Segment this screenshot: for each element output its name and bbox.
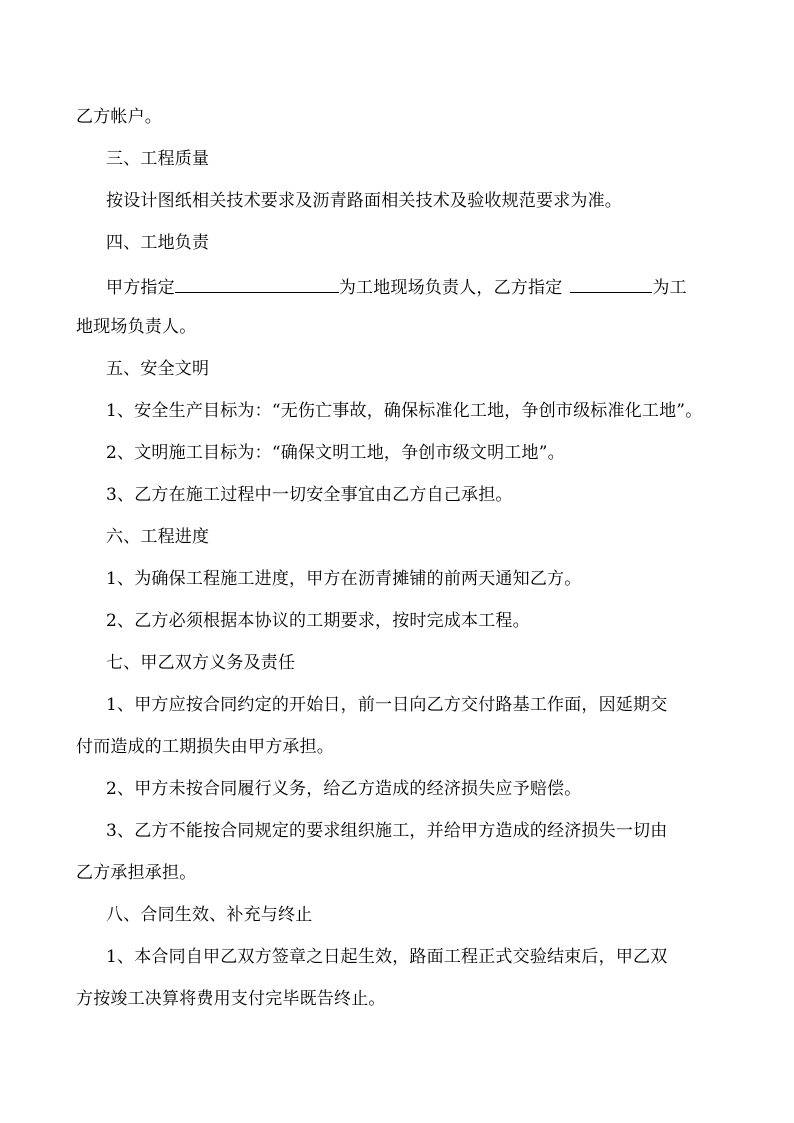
section-heading-safety: 五、安全文明 <box>106 359 210 379</box>
text-line: 2、乙方必须根据本协议的工期要求，按时完成本工程。 <box>106 611 530 631</box>
text-line: 按设计图纸相关技术要求及沥青路面相关技术及验收规范要求为准。 <box>106 191 622 211</box>
site-text-part3: 为工 <box>652 278 687 298</box>
text-line: 付而造成的工期损失由甲方承担。 <box>76 737 334 757</box>
site-text-part2: 为工地现场负责人，乙方指定 <box>338 278 563 298</box>
text-line: 地现场负责人。 <box>76 317 197 337</box>
party-b-blank <box>570 274 652 293</box>
text-line: 1、甲方应按合同约定的开始日，前一日向乙方交付路基工作面，因延期交 <box>106 695 668 715</box>
section-heading-quality: 三、工程质量 <box>106 149 210 169</box>
text-line: 1、安全生产目标为：“无伤亡事故，确保标准化工地，争创市级标准化工地”。 <box>106 401 703 421</box>
site-responsible-line <box>106 274 718 299</box>
text-line: 2、文明施工目标为：“确保文明工地，争创市级文明工地”。 <box>106 443 565 463</box>
text-line: 方按竣工决算将费用支付完毕既告终止。 <box>76 989 386 1009</box>
text-line: 2、甲方未按合同履行义务，给乙方造成的经济损失应予赔偿。 <box>106 779 582 799</box>
site-text-part1: 甲方指定 <box>106 278 175 298</box>
text-line: 3、乙方在施工过程中一切安全事宜由乙方自己承担。 <box>106 485 513 505</box>
section-heading-effect: 八、合同生效、补充与终止 <box>106 905 313 925</box>
party-a-blank <box>175 274 339 293</box>
text-line: 乙方帐户。 <box>76 107 162 127</box>
section-heading-progress: 六、工程进度 <box>106 527 210 547</box>
section-heading-duties: 七、甲乙双方义务及责任 <box>106 653 296 673</box>
text-line: 乙方承担承担。 <box>76 863 197 883</box>
text-line: 1、本合同自甲乙双方签章之日起生效，路面工程正式交验结束后，甲乙双 <box>106 947 668 967</box>
section-heading-site: 四、工地负责 <box>106 233 210 253</box>
text-line: 3、乙方不能按合同规定的要求组织施工，并给甲方造成的经济损失一切由 <box>106 821 668 841</box>
text-line: 1、为确保工程施工进度，甲方在沥青摊铺的前两天通知乙方。 <box>106 569 582 589</box>
